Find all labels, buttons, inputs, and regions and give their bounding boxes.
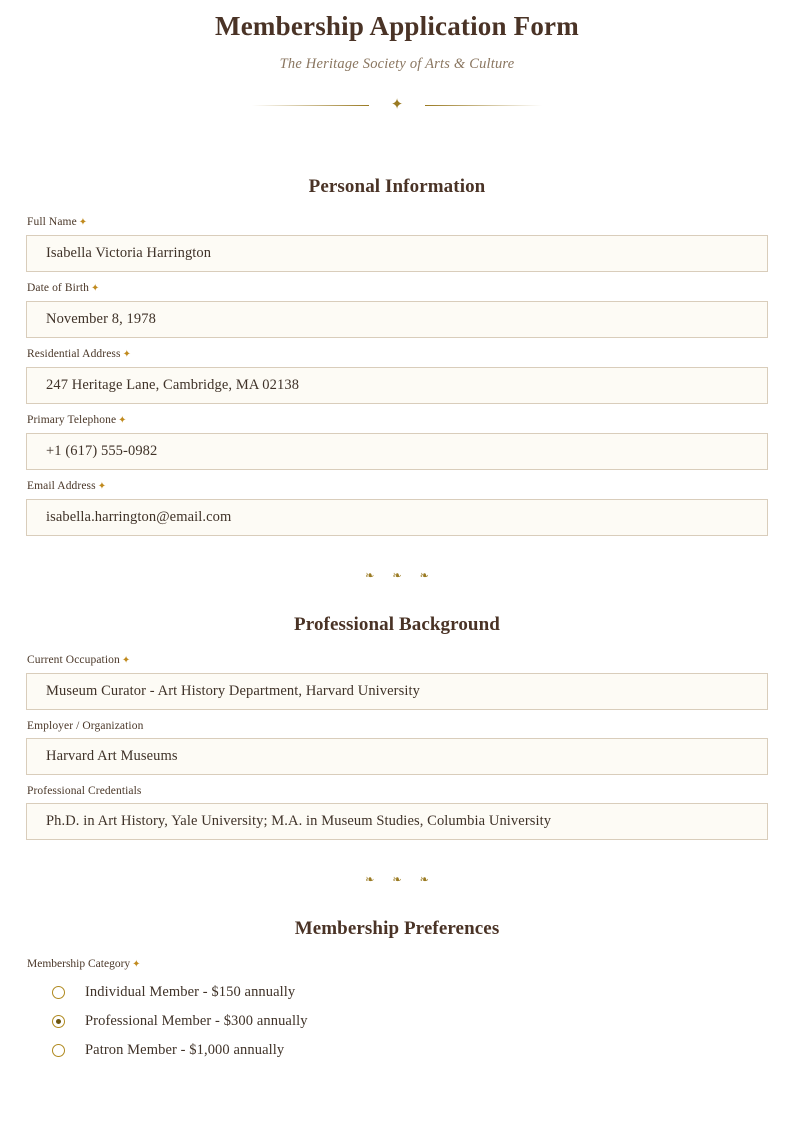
fields-personal-information bbox=[26, 198, 768, 536]
label-text: Residential Address bbox=[27, 348, 121, 360]
input-residential-address[interactable]: 247 Heritage Lane, Cambridge, MA 02138 bbox=[26, 367, 768, 404]
field-label-date-of-birth bbox=[27, 281, 768, 296]
label-text: Current Occupation bbox=[27, 654, 120, 666]
radio-option-professional-member[interactable] bbox=[26, 1007, 768, 1036]
section-personal-information bbox=[26, 113, 768, 536]
field-email-address bbox=[26, 479, 768, 536]
field-residential-address bbox=[26, 347, 768, 404]
input-date-of-birth[interactable]: November 8, 1978 bbox=[26, 301, 768, 338]
field-professional-credentials bbox=[26, 784, 768, 840]
field-label-current-occupation bbox=[27, 653, 768, 668]
input-full-name[interactable]: Isabella Victoria Harrington bbox=[26, 235, 768, 272]
document-header bbox=[26, 0, 768, 113]
label-text: Employer / Organization bbox=[27, 720, 144, 732]
label-text: Email Address bbox=[27, 480, 96, 492]
radio-button-selected-icon[interactable] bbox=[52, 1015, 65, 1028]
label-text: Full Name bbox=[27, 216, 77, 228]
fleuron-icon: ❧ bbox=[419, 873, 429, 886]
required-star-icon: ✦ bbox=[122, 349, 132, 360]
field-label-residential-address bbox=[27, 347, 768, 362]
label-text: Primary Telephone bbox=[27, 414, 117, 426]
required-star-icon: ✦ bbox=[121, 655, 131, 666]
input-email-address[interactable]: isabella.harrington@email.com bbox=[26, 499, 768, 536]
field-current-occupation bbox=[26, 653, 768, 710]
input-current-occupation[interactable]: Museum Curator - Art History Department, Harvard University bbox=[26, 673, 768, 710]
label-text: Membership Category bbox=[27, 958, 131, 970]
header-ornamental-divider bbox=[26, 73, 768, 113]
label-text: Professional Credentials bbox=[27, 785, 142, 797]
input-employer-organization[interactable]: Harvard Art Museums bbox=[26, 738, 768, 775]
radio-option-label: Individual Member - $150 annually bbox=[85, 984, 296, 1000]
field-primary-telephone bbox=[26, 413, 768, 470]
divider-line-left bbox=[252, 105, 369, 106]
fleuron-icon: ❧ bbox=[392, 873, 402, 886]
four-pointed-star-icon: ✦ bbox=[390, 97, 404, 113]
section-professional-background bbox=[26, 582, 768, 840]
field-label-full-name bbox=[27, 215, 768, 230]
required-star-icon: ✦ bbox=[97, 481, 107, 492]
fleuron-icon: ❧ bbox=[365, 873, 375, 886]
field-label-primary-telephone bbox=[27, 413, 768, 428]
radio-option-individual-member[interactable] bbox=[26, 978, 768, 1007]
input-professional-credentials[interactable]: Ph.D. in Art History, Yale University; M.A. in Museum Studies, Columbia University bbox=[26, 803, 768, 840]
radio-option-patron-member[interactable] bbox=[26, 1036, 768, 1065]
required-star-icon: ✦ bbox=[118, 415, 127, 426]
section-heading-membership-preferences: Membership Preferences bbox=[294, 918, 500, 939]
required-star-icon: ✦ bbox=[90, 283, 100, 294]
section-divider-one bbox=[26, 570, 768, 582]
radio-group-membership-category bbox=[26, 940, 768, 1065]
fleuron-icon: ❧ bbox=[419, 569, 429, 582]
input-primary-telephone[interactable]: +1 (617) 555-0982 bbox=[26, 433, 768, 470]
field-date-of-birth bbox=[26, 281, 768, 338]
radio-option-label: Professional Member - $300 annually bbox=[85, 1013, 308, 1029]
organization-subtitle: The Heritage Society of Arts & Culture bbox=[279, 56, 515, 72]
field-employer-organization bbox=[26, 719, 768, 775]
label-text: Date of Birth bbox=[27, 282, 89, 294]
field-full-name bbox=[26, 215, 768, 272]
fleuron-icon: ❧ bbox=[365, 569, 375, 582]
required-star-icon: ✦ bbox=[132, 959, 141, 970]
field-label-professional-credentials bbox=[27, 784, 768, 798]
section-heading-professional-background: Professional Background bbox=[294, 614, 500, 635]
radio-button-icon[interactable] bbox=[52, 1044, 65, 1057]
section-heading-personal-information: Personal Information bbox=[308, 176, 486, 197]
section-membership-preferences bbox=[26, 886, 768, 1065]
field-label-membership-category bbox=[27, 957, 768, 972]
required-star-icon: ✦ bbox=[78, 217, 88, 228]
page-title: Membership Application Form bbox=[215, 11, 579, 41]
divider-line-right bbox=[425, 105, 542, 106]
radio-button-icon[interactable] bbox=[52, 986, 65, 999]
field-label-email-address bbox=[27, 479, 768, 494]
fleuron-icon: ❧ bbox=[392, 569, 402, 582]
field-label-employer-organization bbox=[27, 719, 768, 733]
section-divider-two bbox=[26, 874, 768, 886]
fields-professional-background bbox=[26, 636, 768, 840]
radio-option-label: Patron Member - $1,000 annually bbox=[85, 1042, 285, 1058]
